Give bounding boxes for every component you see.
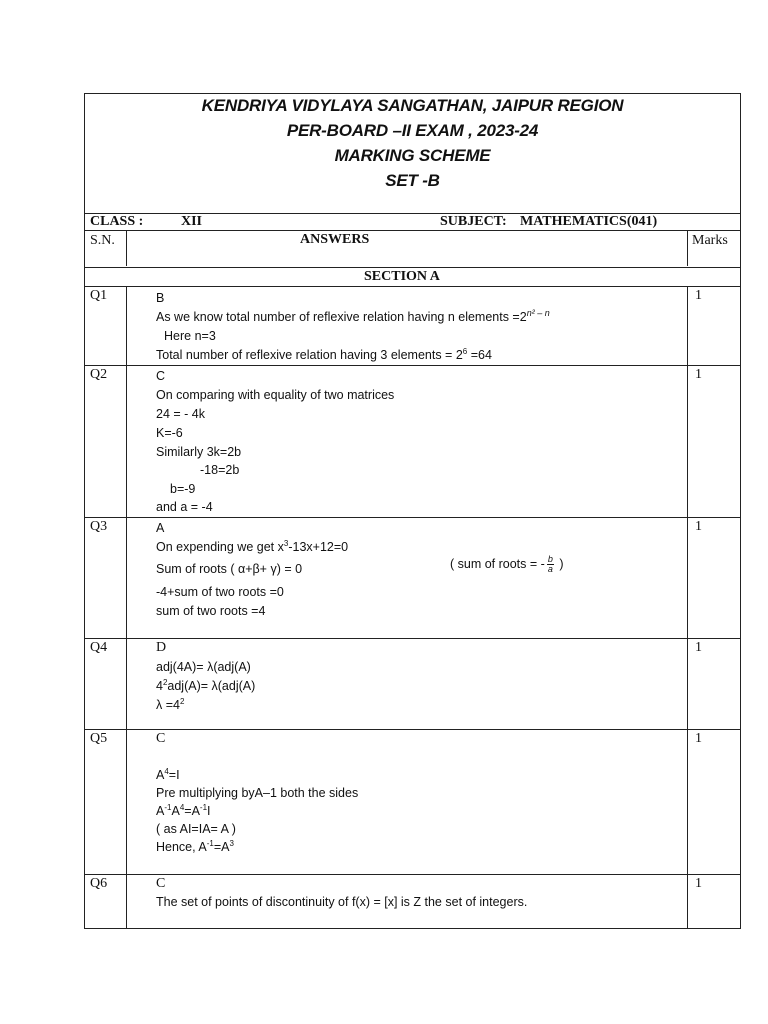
answer-line: The set of points of discontinuity of f(x) = [x] is Z the set of integers. xyxy=(156,895,528,909)
answer-note: ( sum of roots = - $\frac{b}{a}$ ) xyxy=(450,554,564,575)
answer-line: Sum of roots ( α+β+ γ) = 0 xyxy=(156,562,303,576)
answer-option: A xyxy=(156,521,165,535)
class-label: CLASS : xyxy=(90,214,144,229)
divider xyxy=(84,729,741,730)
header-line-1: KENDRIYA VIDYLAYA SANGATHAN, JAIPUR REGION xyxy=(201,96,624,115)
answer-line: and a = -4 xyxy=(156,500,213,514)
answer-option: B xyxy=(156,291,165,305)
answer-option: C xyxy=(156,876,166,891)
answer-line: $\lambda =4^2$ xyxy=(156,696,185,712)
answer-line: As we know total number of reflexive relation having n elements $=2^{n^2 - n}$ xyxy=(156,307,550,324)
class-value: XII xyxy=(181,214,203,229)
question-mark: 1 xyxy=(695,288,702,303)
column-header-sn: S.N. xyxy=(90,233,115,248)
answer-line: Total number of reflexive relation having 3 elements = $2^6 =64$ xyxy=(156,346,492,362)
answer-line: adj(4A)= λ(adj(A) xyxy=(156,660,251,674)
column-divider xyxy=(687,286,688,928)
column-divider xyxy=(126,230,127,266)
answer-line: 24 = - 4k xyxy=(156,407,205,421)
answer-line: -18=2b xyxy=(200,463,240,477)
subject-value: MATHEMATICS(041) xyxy=(520,214,658,229)
answer-option: D xyxy=(156,640,167,655)
answer-line: Similarly 3k=2b xyxy=(156,445,242,459)
answer-line: $A^4=I$ xyxy=(156,766,180,782)
question-number: Q1 xyxy=(90,288,108,303)
header-line-3: MARKING SCHEME xyxy=(334,146,491,165)
question-number: Q3 xyxy=(90,519,108,534)
divider xyxy=(84,286,741,287)
column-header-answers: ANSWERS xyxy=(300,232,370,247)
answer-line: ( as AI=IA= A ) xyxy=(156,822,236,836)
column-divider xyxy=(126,286,127,928)
answer-line: K=-6 xyxy=(156,426,183,440)
section-title: SECTION A xyxy=(364,269,440,284)
document-header xyxy=(84,93,741,193)
divider xyxy=(84,365,741,366)
question-mark: 1 xyxy=(695,367,702,382)
divider xyxy=(84,638,741,639)
question-mark: 1 xyxy=(695,519,702,534)
answer-line: $A^{-1}A^4=A^{-1}I$ xyxy=(156,802,211,818)
column-divider xyxy=(687,230,688,266)
answer-line: Here n=3 xyxy=(164,329,216,343)
header-line-4: SET -B xyxy=(385,171,440,190)
column-header-marks: Marks xyxy=(692,233,728,248)
answer-option: C xyxy=(156,731,166,746)
marking-scheme-sheet xyxy=(84,93,741,929)
question-mark: 1 xyxy=(695,640,702,655)
answer-line: On expending we get $x^3-13x+12=0$ xyxy=(156,538,349,554)
divider xyxy=(84,230,741,231)
fraction: $\frac{b}{a}$ xyxy=(547,554,553,575)
answer-line: b=-9 xyxy=(170,482,196,496)
answer-line: -4+sum of two roots =0 xyxy=(156,585,284,599)
answer-line: $4^2adj(A)= \lambda(adj(A)$ xyxy=(156,677,256,693)
question-number: Q4 xyxy=(90,640,108,655)
question-number: Q6 xyxy=(90,876,108,891)
question-mark: 1 xyxy=(695,731,702,746)
answer-line: Pre multiplying byA–1 both the sides xyxy=(156,786,359,800)
question-number: Q2 xyxy=(90,367,108,382)
question-number: Q5 xyxy=(90,731,108,746)
answer-line: On comparing with equality of two matrices xyxy=(156,388,395,402)
header-line-2: PER-BOARD –II EXAM , 2023-24 xyxy=(286,121,539,140)
subject-label: SUBJECT: xyxy=(440,214,507,229)
question-mark: 1 xyxy=(695,876,702,891)
answer-option: C xyxy=(156,369,166,383)
divider xyxy=(84,517,741,518)
answer-line: Hence, $A^{-1}=A^3$ xyxy=(156,838,234,854)
divider xyxy=(84,267,741,268)
divider xyxy=(84,874,741,875)
answer-line: sum of two roots =4 xyxy=(156,604,266,618)
